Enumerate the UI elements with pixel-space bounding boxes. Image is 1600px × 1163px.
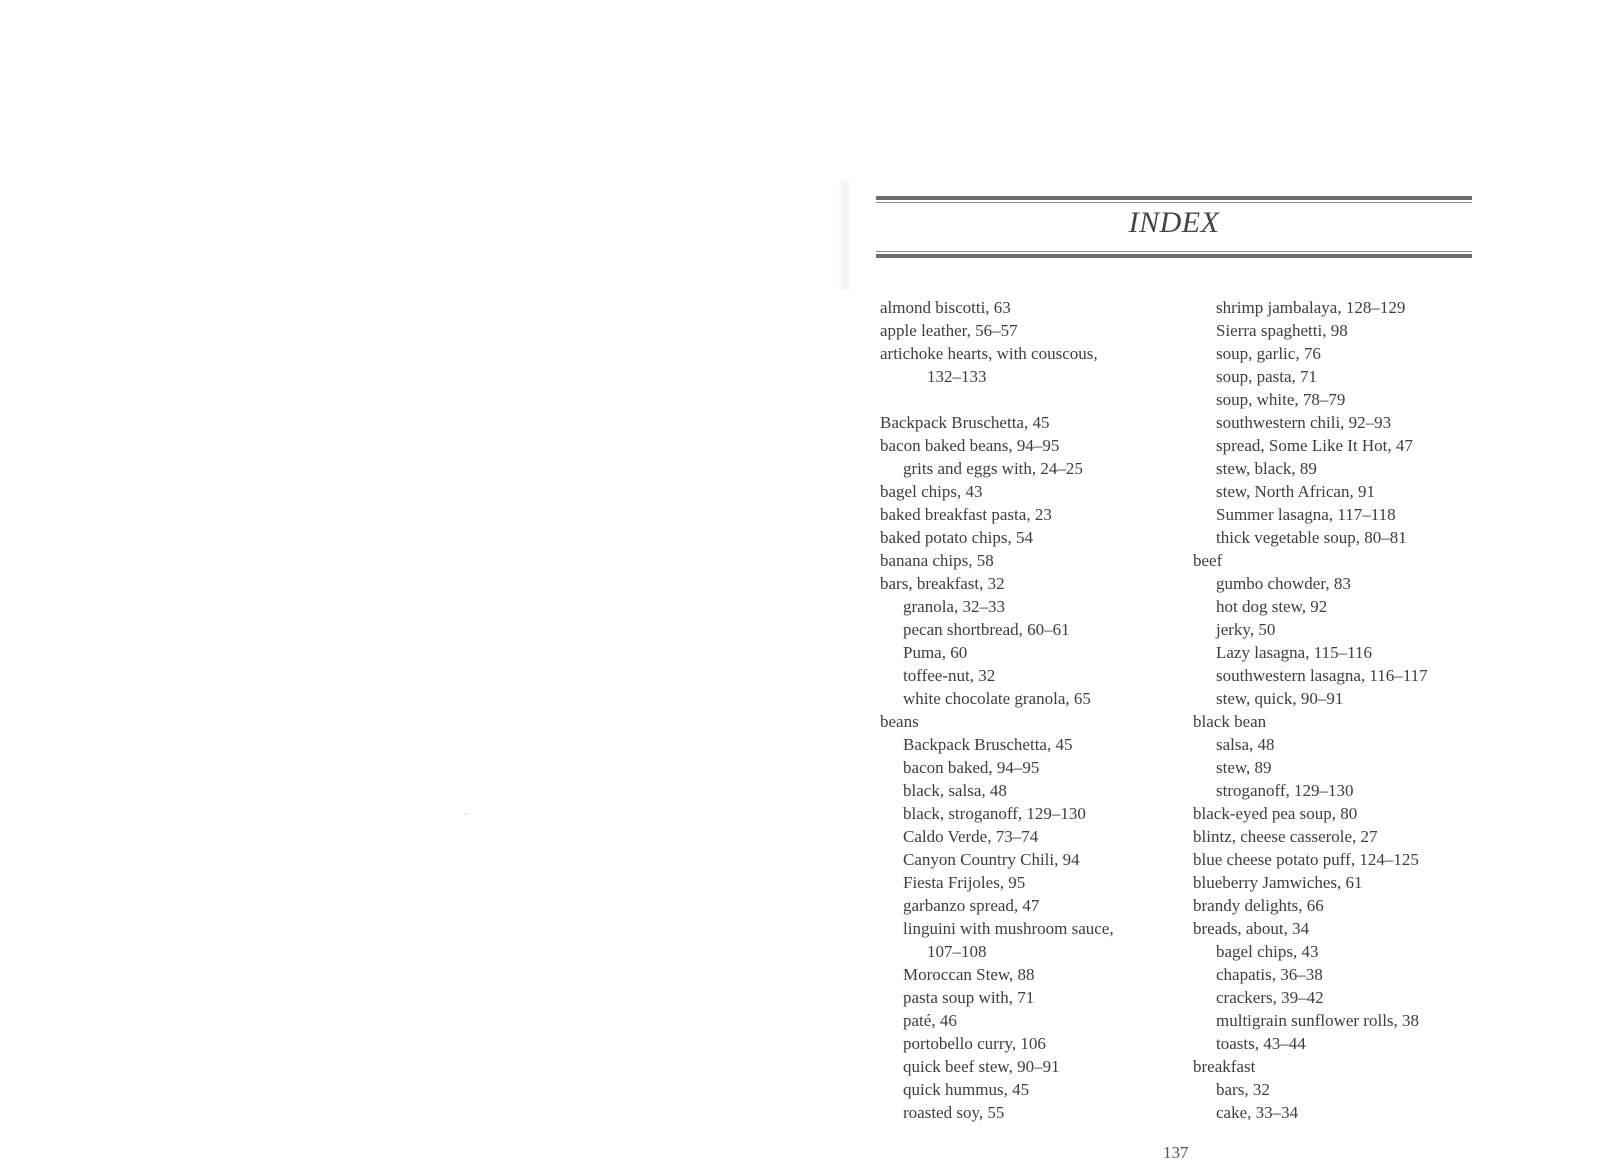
- index-subentry: Backpack Bruschetta, 45: [903, 735, 1073, 754]
- index-subentry: soup, garlic, 76: [1216, 344, 1321, 363]
- index-entry: beef: [1193, 551, 1223, 570]
- index-subentry: hot dog stew, 92: [1216, 597, 1328, 616]
- index-subentry: Canyon Country Chili, 94: [903, 850, 1080, 869]
- index-entry: bars, breakfast, 32: [880, 574, 1005, 593]
- index-entry-continuation: 107–108: [927, 942, 987, 961]
- index-entry: Backpack Bruschetta, 45: [880, 413, 1050, 432]
- index-subentry: thick vegetable soup, 80–81: [1216, 528, 1407, 547]
- index-subentry: black, salsa, 48: [903, 781, 1007, 800]
- index-subentry: grits and eggs with, 24–25: [903, 459, 1083, 478]
- index-subentry: Lazy lasagna, 115–116: [1216, 643, 1372, 662]
- index-subentry: toffee-nut, 32: [903, 666, 996, 685]
- index-subentry: bagel chips, 43: [1216, 942, 1319, 961]
- index-entry: bacon baked beans, 94–95: [880, 436, 1060, 455]
- index-entry: breads, about, 34: [1193, 919, 1310, 938]
- index-subentry: white chocolate granola, 65: [903, 689, 1091, 708]
- scan-speck: [465, 813, 467, 815]
- index-subentry: stew, black, 89: [1216, 459, 1317, 478]
- index-entry: brandy delights, 66: [1193, 896, 1324, 915]
- header-rule-top: [876, 196, 1472, 203]
- index-entry: artichoke hearts, with couscous,: [880, 344, 1098, 363]
- index-subentry: stew, quick, 90–91: [1216, 689, 1344, 708]
- index-subentry: spread, Some Like It Hot, 47: [1216, 436, 1413, 455]
- index-subentry: pasta soup with, 71: [903, 988, 1035, 1007]
- index-subentry: granola, 32–33: [903, 597, 1005, 616]
- page-title: INDEX: [1128, 206, 1220, 239]
- index-column-left: [880, 296, 1200, 1124]
- index-entry: bagel chips, 43: [880, 482, 983, 501]
- index-subentry: paté, 46: [903, 1011, 957, 1030]
- index-entry: breakfast: [1193, 1057, 1256, 1076]
- index-subentry: Fiesta Frijoles, 95: [903, 873, 1026, 892]
- index-subentry: pecan shortbread, 60–61: [903, 620, 1070, 639]
- index-entry: blue cheese potato puff, 124–125: [1193, 850, 1419, 869]
- index-subentry: gumbo chowder, 83: [1216, 574, 1351, 593]
- index-subentry: Sierra spaghetti, 98: [1216, 321, 1348, 340]
- index-subentry: quick beef stew, 90–91: [903, 1057, 1060, 1076]
- index-subentry: soup, pasta, 71: [1216, 367, 1318, 386]
- index-entry: baked potato chips, 54: [880, 528, 1033, 547]
- index-entry: black-eyed pea soup, 80: [1193, 804, 1358, 823]
- index-entry-continuation: 132–133: [927, 367, 987, 386]
- index-subentry: stroganoff, 129–130: [1216, 781, 1354, 800]
- index-subentry: black, stroganoff, 129–130: [903, 804, 1086, 823]
- index-subentry: salsa, 48: [1216, 735, 1275, 754]
- index-entry: blueberry Jamwiches, 61: [1193, 873, 1363, 892]
- index-entry: black bean: [1193, 712, 1267, 731]
- index-subentry: bars, 32: [1216, 1080, 1270, 1099]
- index-column-right: [1193, 296, 1513, 1124]
- index-subentry: southwestern chili, 92–93: [1216, 413, 1392, 432]
- index-subentry: soup, white, 78–79: [1216, 390, 1346, 409]
- index-subentry: stew, 89: [1216, 758, 1272, 777]
- index-subentry: Summer lasagna, 117–118: [1216, 505, 1396, 524]
- index-subentry: crackers, 39–42: [1216, 988, 1324, 1007]
- index-spacer: [880, 388, 1200, 411]
- index-subentry: garbanzo spread, 47: [903, 896, 1040, 915]
- index-entry: beans: [880, 712, 919, 731]
- index-subentry: cake, 33–34: [1216, 1103, 1299, 1122]
- index-subentry: linguini with mushroom sauce,: [903, 919, 1114, 938]
- index-subentry: quick hummus, 45: [903, 1080, 1030, 1099]
- index-entry: blintz, cheese casserole, 27: [1193, 827, 1378, 846]
- index-subentry: jerky, 50: [1216, 620, 1276, 639]
- header-rule-bottom: [876, 251, 1472, 258]
- index-subentry: shrimp jambalaya, 128–129: [1216, 298, 1406, 317]
- index-subentry: bacon baked, 94–95: [903, 758, 1040, 777]
- index-subentry: portobello curry, 106: [903, 1034, 1046, 1053]
- page-gutter-shadow: [838, 180, 852, 290]
- index-subentry: Moroccan Stew, 88: [903, 965, 1035, 984]
- index-subentry: southwestern lasagna, 116–117: [1216, 666, 1428, 685]
- index-subentry: Puma, 60: [903, 643, 968, 662]
- page-number: 137: [1163, 1143, 1189, 1162]
- index-subentry: roasted soy, 55: [903, 1103, 1005, 1122]
- index-entry: banana chips, 58: [880, 551, 994, 570]
- index-subentry: multigrain sunflower rolls, 38: [1216, 1011, 1420, 1030]
- index-subentry: Caldo Verde, 73–74: [903, 827, 1039, 846]
- index-entry: almond biscotti, 63: [880, 298, 1011, 317]
- index-subentry: stew, North African, 91: [1216, 482, 1375, 501]
- index-entry: apple leather, 56–57: [880, 321, 1018, 340]
- index-subentry: toasts, 43–44: [1216, 1034, 1306, 1053]
- index-entry: baked breakfast pasta, 23: [880, 505, 1052, 524]
- index-subentry: chapatis, 36–38: [1216, 965, 1323, 984]
